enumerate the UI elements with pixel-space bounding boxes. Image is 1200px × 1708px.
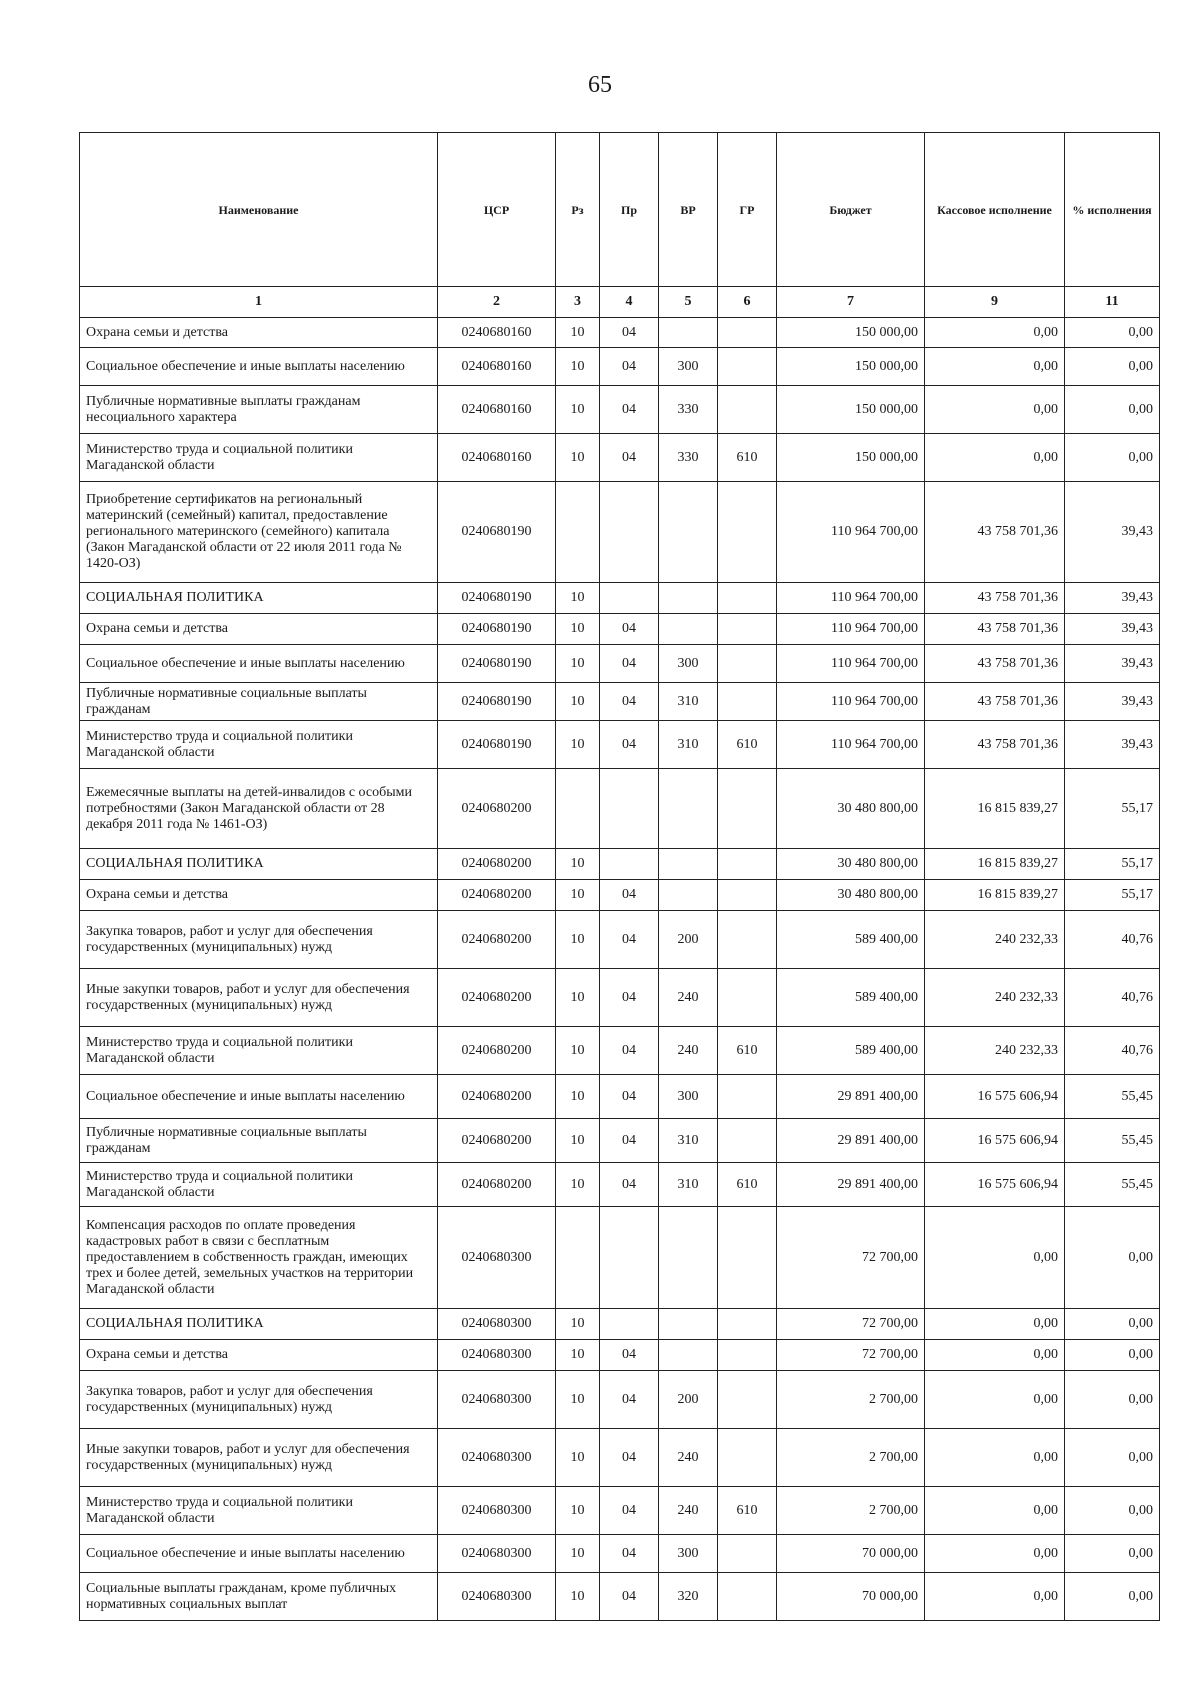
row-budget: 70 000,00 bbox=[777, 1573, 925, 1621]
row-vr: 240 bbox=[659, 1429, 718, 1487]
row-budget: 110 964 700,00 bbox=[777, 645, 925, 683]
row-cash-execution: 0,00 bbox=[925, 1429, 1065, 1487]
row-percent-execution: 0,00 bbox=[1065, 1535, 1160, 1573]
row-gr bbox=[718, 769, 777, 849]
row-budget: 72 700,00 bbox=[777, 1340, 925, 1371]
row-rz: 10 bbox=[556, 348, 600, 386]
row-pr: 04 bbox=[600, 645, 659, 683]
row-cash-execution: 240 232,33 bbox=[925, 1027, 1065, 1075]
row-cash-execution: 0,00 bbox=[925, 1535, 1065, 1573]
row-budget: 2 700,00 bbox=[777, 1429, 925, 1487]
row-gr bbox=[718, 318, 777, 348]
row-budget: 589 400,00 bbox=[777, 969, 925, 1027]
row-percent-execution: 39,43 bbox=[1065, 721, 1160, 769]
row-pr: 04 bbox=[600, 911, 659, 969]
table-row bbox=[80, 348, 1160, 386]
row-csr: 0240680160 bbox=[438, 434, 556, 482]
row-budget: 72 700,00 bbox=[777, 1207, 925, 1309]
row-cash-execution: 0,00 bbox=[925, 1340, 1065, 1371]
row-percent-execution: 39,43 bbox=[1065, 614, 1160, 645]
row-pr: 04 bbox=[600, 1429, 659, 1487]
row-name: Приобретение сертификатов на региональный материнский (семейный) капитал, предоставление регионального материнского (семейного) капитала (Закон Магаданской области от 22 июля 2011 года № 1420-ОЗ) bbox=[80, 482, 438, 583]
row-name: СОЦИАЛЬНАЯ ПОЛИТИКА bbox=[80, 583, 438, 614]
row-gr bbox=[718, 386, 777, 434]
row-rz: 10 bbox=[556, 1371, 600, 1429]
row-csr: 0240680200 bbox=[438, 969, 556, 1027]
row-percent-execution: 0,00 bbox=[1065, 434, 1160, 482]
row-budget: 589 400,00 bbox=[777, 1027, 925, 1075]
row-vr: 320 bbox=[659, 1573, 718, 1621]
row-percent-execution: 40,76 bbox=[1065, 969, 1160, 1027]
row-budget: 110 964 700,00 bbox=[777, 683, 925, 721]
row-name: Министерство труда и социальной политики Магаданской области bbox=[80, 434, 438, 482]
row-budget: 30 480 800,00 bbox=[777, 849, 925, 880]
row-percent-execution: 0,00 bbox=[1065, 386, 1160, 434]
row-rz: 10 bbox=[556, 583, 600, 614]
row-csr: 0240680300 bbox=[438, 1371, 556, 1429]
row-pr: 04 bbox=[600, 1573, 659, 1621]
row-pr: 04 bbox=[600, 1075, 659, 1119]
row-budget: 110 964 700,00 bbox=[777, 614, 925, 645]
row-gr bbox=[718, 1309, 777, 1340]
row-rz: 10 bbox=[556, 434, 600, 482]
row-csr: 0240680200 bbox=[438, 849, 556, 880]
row-name: Публичные нормативные социальные выплаты гражданам bbox=[80, 1119, 438, 1163]
column-number: 2 bbox=[438, 287, 556, 318]
row-gr bbox=[718, 1573, 777, 1621]
row-gr bbox=[718, 849, 777, 880]
row-vr: 300 bbox=[659, 1075, 718, 1119]
row-name: Публичные нормативные социальные выплаты гражданам bbox=[80, 683, 438, 721]
row-name: Компенсация расходов по оплате проведения кадастровых работ в связи с бесплатным предоставлением в собственность граждан, имеющих трех и более детей, земельных участков на территории Магаданской области bbox=[80, 1207, 438, 1309]
row-cash-execution: 43 758 701,36 bbox=[925, 614, 1065, 645]
row-gr: 610 bbox=[718, 1163, 777, 1207]
table-row bbox=[80, 880, 1160, 911]
header-row bbox=[80, 133, 1160, 287]
row-csr: 0240680190 bbox=[438, 721, 556, 769]
row-pr: 04 bbox=[600, 1119, 659, 1163]
row-pr bbox=[600, 849, 659, 880]
row-cash-execution: 0,00 bbox=[925, 1573, 1065, 1621]
row-gr bbox=[718, 583, 777, 614]
row-pr: 04 bbox=[600, 1163, 659, 1207]
header-percent-execution: % исполнения bbox=[1065, 133, 1160, 287]
row-pr: 04 bbox=[600, 969, 659, 1027]
row-percent-execution: 0,00 bbox=[1065, 1487, 1160, 1535]
row-cash-execution: 16 815 839,27 bbox=[925, 769, 1065, 849]
table-row bbox=[80, 1340, 1160, 1371]
row-cash-execution: 43 758 701,36 bbox=[925, 721, 1065, 769]
row-gr: 610 bbox=[718, 434, 777, 482]
row-gr: 610 bbox=[718, 1027, 777, 1075]
row-csr: 0240680300 bbox=[438, 1429, 556, 1487]
column-number: 9 bbox=[925, 287, 1065, 318]
row-gr bbox=[718, 911, 777, 969]
row-percent-execution: 55,17 bbox=[1065, 880, 1160, 911]
row-csr: 0240680200 bbox=[438, 1027, 556, 1075]
header-budget: Бюджет bbox=[777, 133, 925, 287]
row-cash-execution: 16 815 839,27 bbox=[925, 880, 1065, 911]
row-percent-execution: 55,45 bbox=[1065, 1075, 1160, 1119]
row-budget: 2 700,00 bbox=[777, 1487, 925, 1535]
row-name: Министерство труда и социальной политики Магаданской области bbox=[80, 1027, 438, 1075]
row-cash-execution: 43 758 701,36 bbox=[925, 482, 1065, 583]
row-name: Иные закупки товаров, работ и услуг для обеспечения государственных (муниципальных) нужд bbox=[80, 1429, 438, 1487]
row-gr: 610 bbox=[718, 1487, 777, 1535]
row-rz: 10 bbox=[556, 1119, 600, 1163]
row-percent-execution: 40,76 bbox=[1065, 911, 1160, 969]
row-gr bbox=[718, 683, 777, 721]
table-row bbox=[80, 1163, 1160, 1207]
row-csr: 0240680190 bbox=[438, 683, 556, 721]
row-rz: 10 bbox=[556, 683, 600, 721]
column-number: 4 bbox=[600, 287, 659, 318]
row-budget: 150 000,00 bbox=[777, 348, 925, 386]
row-cash-execution: 0,00 bbox=[925, 386, 1065, 434]
column-number: 3 bbox=[556, 287, 600, 318]
table-row bbox=[80, 1309, 1160, 1340]
row-name: Иные закупки товаров, работ и услуг для обеспечения государственных (муниципальных) нужд bbox=[80, 969, 438, 1027]
row-percent-execution: 0,00 bbox=[1065, 1340, 1160, 1371]
row-name: Закупка товаров, работ и услуг для обеспечения государственных (муниципальных) нужд bbox=[80, 1371, 438, 1429]
row-cash-execution: 16 575 606,94 bbox=[925, 1119, 1065, 1163]
row-vr: 300 bbox=[659, 1535, 718, 1573]
row-name: СОЦИАЛЬНАЯ ПОЛИТИКА bbox=[80, 849, 438, 880]
row-gr bbox=[718, 1371, 777, 1429]
row-vr bbox=[659, 583, 718, 614]
row-rz: 10 bbox=[556, 1487, 600, 1535]
row-gr bbox=[718, 645, 777, 683]
row-cash-execution: 0,00 bbox=[925, 1207, 1065, 1309]
table-row bbox=[80, 1027, 1160, 1075]
page-number: 65 bbox=[588, 72, 612, 98]
row-csr: 0240680190 bbox=[438, 645, 556, 683]
row-gr bbox=[718, 1340, 777, 1371]
row-vr: 310 bbox=[659, 1163, 718, 1207]
row-percent-execution: 0,00 bbox=[1065, 318, 1160, 348]
row-cash-execution: 0,00 bbox=[925, 1487, 1065, 1535]
row-vr bbox=[659, 1309, 718, 1340]
row-vr: 200 bbox=[659, 911, 718, 969]
row-csr: 0240680160 bbox=[438, 318, 556, 348]
row-pr bbox=[600, 1207, 659, 1309]
row-rz bbox=[556, 482, 600, 583]
row-gr bbox=[718, 1429, 777, 1487]
column-number-row bbox=[80, 287, 1160, 318]
row-rz: 10 bbox=[556, 1573, 600, 1621]
row-name: Охрана семьи и детства bbox=[80, 318, 438, 348]
row-cash-execution: 240 232,33 bbox=[925, 969, 1065, 1027]
row-rz: 10 bbox=[556, 614, 600, 645]
row-vr: 240 bbox=[659, 1487, 718, 1535]
row-cash-execution: 0,00 bbox=[925, 318, 1065, 348]
row-vr: 240 bbox=[659, 969, 718, 1027]
row-budget: 2 700,00 bbox=[777, 1371, 925, 1429]
row-pr: 04 bbox=[600, 1027, 659, 1075]
row-name: Социальное обеспечение и иные выплаты населению bbox=[80, 1535, 438, 1573]
row-percent-execution: 39,43 bbox=[1065, 482, 1160, 583]
row-name: Публичные нормативные выплаты гражданам несоциального характера bbox=[80, 386, 438, 434]
row-budget: 150 000,00 bbox=[777, 386, 925, 434]
row-pr: 04 bbox=[600, 1487, 659, 1535]
row-rz: 10 bbox=[556, 1535, 600, 1573]
table-row bbox=[80, 769, 1160, 849]
row-rz: 10 bbox=[556, 318, 600, 348]
row-csr: 0240680200 bbox=[438, 769, 556, 849]
row-vr bbox=[659, 1340, 718, 1371]
table-row bbox=[80, 318, 1160, 348]
row-pr: 04 bbox=[600, 348, 659, 386]
table-row bbox=[80, 1535, 1160, 1573]
row-vr bbox=[659, 880, 718, 911]
table-row bbox=[80, 1207, 1160, 1309]
row-budget: 70 000,00 bbox=[777, 1535, 925, 1573]
row-budget: 110 964 700,00 bbox=[777, 721, 925, 769]
row-rz: 10 bbox=[556, 1429, 600, 1487]
row-cash-execution: 0,00 bbox=[925, 1371, 1065, 1429]
table-row bbox=[80, 386, 1160, 434]
row-budget: 29 891 400,00 bbox=[777, 1075, 925, 1119]
row-gr bbox=[718, 880, 777, 911]
row-pr bbox=[600, 1309, 659, 1340]
row-percent-execution: 39,43 bbox=[1065, 683, 1160, 721]
row-budget: 589 400,00 bbox=[777, 911, 925, 969]
table-body bbox=[80, 318, 1160, 1621]
row-percent-execution: 0,00 bbox=[1065, 348, 1160, 386]
header-vr: ВР bbox=[659, 133, 718, 287]
row-name: Ежемесячные выплаты на детей-инвалидов с особыми потребностями (Закон Магаданской области от 28 декабря 2011 года № 1461-ОЗ) bbox=[80, 769, 438, 849]
row-gr bbox=[718, 1207, 777, 1309]
row-rz: 10 bbox=[556, 1340, 600, 1371]
header-gr: ГР bbox=[718, 133, 777, 287]
row-csr: 0240680160 bbox=[438, 348, 556, 386]
table-row bbox=[80, 482, 1160, 583]
row-rz: 10 bbox=[556, 645, 600, 683]
row-percent-execution: 40,76 bbox=[1065, 1027, 1160, 1075]
table-row bbox=[80, 1119, 1160, 1163]
row-budget: 150 000,00 bbox=[777, 434, 925, 482]
row-vr: 300 bbox=[659, 348, 718, 386]
row-vr: 300 bbox=[659, 645, 718, 683]
row-csr: 0240680300 bbox=[438, 1340, 556, 1371]
row-gr: 610 bbox=[718, 721, 777, 769]
column-number: 11 bbox=[1065, 287, 1160, 318]
row-vr bbox=[659, 482, 718, 583]
row-cash-execution: 43 758 701,36 bbox=[925, 683, 1065, 721]
row-rz: 10 bbox=[556, 1075, 600, 1119]
row-pr: 04 bbox=[600, 721, 659, 769]
row-percent-execution: 55,17 bbox=[1065, 849, 1160, 880]
row-csr: 0240680190 bbox=[438, 583, 556, 614]
table-row bbox=[80, 849, 1160, 880]
row-vr: 330 bbox=[659, 434, 718, 482]
row-vr: 240 bbox=[659, 1027, 718, 1075]
row-csr: 0240680300 bbox=[438, 1309, 556, 1340]
row-pr: 04 bbox=[600, 1340, 659, 1371]
row-pr: 04 bbox=[600, 1535, 659, 1573]
row-cash-execution: 0,00 bbox=[925, 434, 1065, 482]
row-pr: 04 bbox=[600, 1371, 659, 1429]
row-rz: 10 bbox=[556, 1309, 600, 1340]
row-rz: 10 bbox=[556, 880, 600, 911]
row-name: Социальное обеспечение и иные выплаты населению bbox=[80, 1075, 438, 1119]
row-csr: 0240680200 bbox=[438, 1163, 556, 1207]
column-number: 6 bbox=[718, 287, 777, 318]
row-percent-execution: 55,17 bbox=[1065, 769, 1160, 849]
row-budget: 29 891 400,00 bbox=[777, 1163, 925, 1207]
row-vr: 310 bbox=[659, 1119, 718, 1163]
row-gr bbox=[718, 1119, 777, 1163]
row-cash-execution: 0,00 bbox=[925, 1309, 1065, 1340]
table-row bbox=[80, 645, 1160, 683]
table-row bbox=[80, 434, 1160, 482]
row-percent-execution: 55,45 bbox=[1065, 1119, 1160, 1163]
row-percent-execution: 39,43 bbox=[1065, 583, 1160, 614]
row-name: Министерство труда и социальной политики Магаданской области bbox=[80, 721, 438, 769]
row-cash-execution: 43 758 701,36 bbox=[925, 645, 1065, 683]
row-gr bbox=[718, 482, 777, 583]
row-cash-execution: 16 575 606,94 bbox=[925, 1163, 1065, 1207]
row-vr bbox=[659, 769, 718, 849]
row-csr: 0240680300 bbox=[438, 1207, 556, 1309]
row-rz: 10 bbox=[556, 969, 600, 1027]
row-csr: 0240680160 bbox=[438, 386, 556, 434]
row-rz: 10 bbox=[556, 849, 600, 880]
row-gr bbox=[718, 1535, 777, 1573]
table-row bbox=[80, 583, 1160, 614]
row-gr bbox=[718, 1075, 777, 1119]
row-pr: 04 bbox=[600, 880, 659, 911]
row-rz: 10 bbox=[556, 1163, 600, 1207]
row-rz: 10 bbox=[556, 386, 600, 434]
row-vr bbox=[659, 849, 718, 880]
row-cash-execution: 16 815 839,27 bbox=[925, 849, 1065, 880]
row-vr: 330 bbox=[659, 386, 718, 434]
row-budget: 110 964 700,00 bbox=[777, 482, 925, 583]
row-rz bbox=[556, 769, 600, 849]
row-csr: 0240680190 bbox=[438, 614, 556, 645]
row-rz: 10 bbox=[556, 911, 600, 969]
row-pr bbox=[600, 583, 659, 614]
row-cash-execution: 0,00 bbox=[925, 348, 1065, 386]
row-pr: 04 bbox=[600, 683, 659, 721]
row-vr bbox=[659, 318, 718, 348]
row-name: СОЦИАЛЬНАЯ ПОЛИТИКА bbox=[80, 1309, 438, 1340]
row-percent-execution: 55,45 bbox=[1065, 1163, 1160, 1207]
table-row bbox=[80, 1429, 1160, 1487]
row-csr: 0240680200 bbox=[438, 880, 556, 911]
row-cash-execution: 16 575 606,94 bbox=[925, 1075, 1065, 1119]
row-vr: 200 bbox=[659, 1371, 718, 1429]
row-budget: 150 000,00 bbox=[777, 318, 925, 348]
table-row bbox=[80, 721, 1160, 769]
row-budget: 72 700,00 bbox=[777, 1309, 925, 1340]
row-cash-execution: 43 758 701,36 bbox=[925, 583, 1065, 614]
row-gr bbox=[718, 614, 777, 645]
row-percent-execution: 0,00 bbox=[1065, 1207, 1160, 1309]
row-percent-execution: 0,00 bbox=[1065, 1429, 1160, 1487]
table-row bbox=[80, 1371, 1160, 1429]
row-vr: 310 bbox=[659, 683, 718, 721]
row-csr: 0240680200 bbox=[438, 1075, 556, 1119]
table-row bbox=[80, 1487, 1160, 1535]
row-rz bbox=[556, 1207, 600, 1309]
row-name: Социальные выплаты гражданам, кроме публичных нормативных социальных выплат bbox=[80, 1573, 438, 1621]
table-row bbox=[80, 1573, 1160, 1621]
row-name: Закупка товаров, работ и услуг для обеспечения государственных (муниципальных) нужд bbox=[80, 911, 438, 969]
header-pr: Пр bbox=[600, 133, 659, 287]
row-rz: 10 bbox=[556, 1027, 600, 1075]
header-csr: ЦСР bbox=[438, 133, 556, 287]
row-rz: 10 bbox=[556, 721, 600, 769]
table-row bbox=[80, 614, 1160, 645]
table-row bbox=[80, 683, 1160, 721]
row-budget: 30 480 800,00 bbox=[777, 769, 925, 849]
header-name: Наименование bbox=[80, 133, 438, 287]
row-name: Охрана семьи и детства bbox=[80, 614, 438, 645]
table-row bbox=[80, 1075, 1160, 1119]
budget-execution-table bbox=[79, 132, 1160, 1621]
row-pr: 04 bbox=[600, 614, 659, 645]
row-name: Министерство труда и социальной политики Магаданской области bbox=[80, 1487, 438, 1535]
column-number: 5 bbox=[659, 287, 718, 318]
header-rz: Рз bbox=[556, 133, 600, 287]
row-budget: 110 964 700,00 bbox=[777, 583, 925, 614]
row-vr bbox=[659, 614, 718, 645]
row-pr: 04 bbox=[600, 386, 659, 434]
row-name: Охрана семьи и детства bbox=[80, 1340, 438, 1371]
row-vr: 310 bbox=[659, 721, 718, 769]
row-csr: 0240680300 bbox=[438, 1487, 556, 1535]
header-cash-execution: Кассовое исполнение bbox=[925, 133, 1065, 287]
table-row bbox=[80, 911, 1160, 969]
row-name: Социальное обеспечение и иные выплаты населению bbox=[80, 645, 438, 683]
row-pr bbox=[600, 482, 659, 583]
row-percent-execution: 39,43 bbox=[1065, 645, 1160, 683]
row-pr bbox=[600, 769, 659, 849]
row-cash-execution: 240 232,33 bbox=[925, 911, 1065, 969]
row-csr: 0240680200 bbox=[438, 1119, 556, 1163]
row-vr bbox=[659, 1207, 718, 1309]
row-gr bbox=[718, 348, 777, 386]
column-number: 7 bbox=[777, 287, 925, 318]
row-csr: 0240680300 bbox=[438, 1535, 556, 1573]
column-number: 1 bbox=[80, 287, 438, 318]
row-pr: 04 bbox=[600, 434, 659, 482]
row-csr: 0240680300 bbox=[438, 1573, 556, 1621]
table-row bbox=[80, 969, 1160, 1027]
row-name: Социальное обеспечение и иные выплаты населению bbox=[80, 348, 438, 386]
row-name: Министерство труда и социальной политики Магаданской области bbox=[80, 1163, 438, 1207]
row-percent-execution: 0,00 bbox=[1065, 1573, 1160, 1621]
row-gr bbox=[718, 969, 777, 1027]
row-pr: 04 bbox=[600, 318, 659, 348]
row-csr: 0240680200 bbox=[438, 911, 556, 969]
row-percent-execution: 0,00 bbox=[1065, 1371, 1160, 1429]
row-csr: 0240680190 bbox=[438, 482, 556, 583]
row-budget: 29 891 400,00 bbox=[777, 1119, 925, 1163]
row-budget: 30 480 800,00 bbox=[777, 880, 925, 911]
row-percent-execution: 0,00 bbox=[1065, 1309, 1160, 1340]
row-name: Охрана семьи и детства bbox=[80, 880, 438, 911]
